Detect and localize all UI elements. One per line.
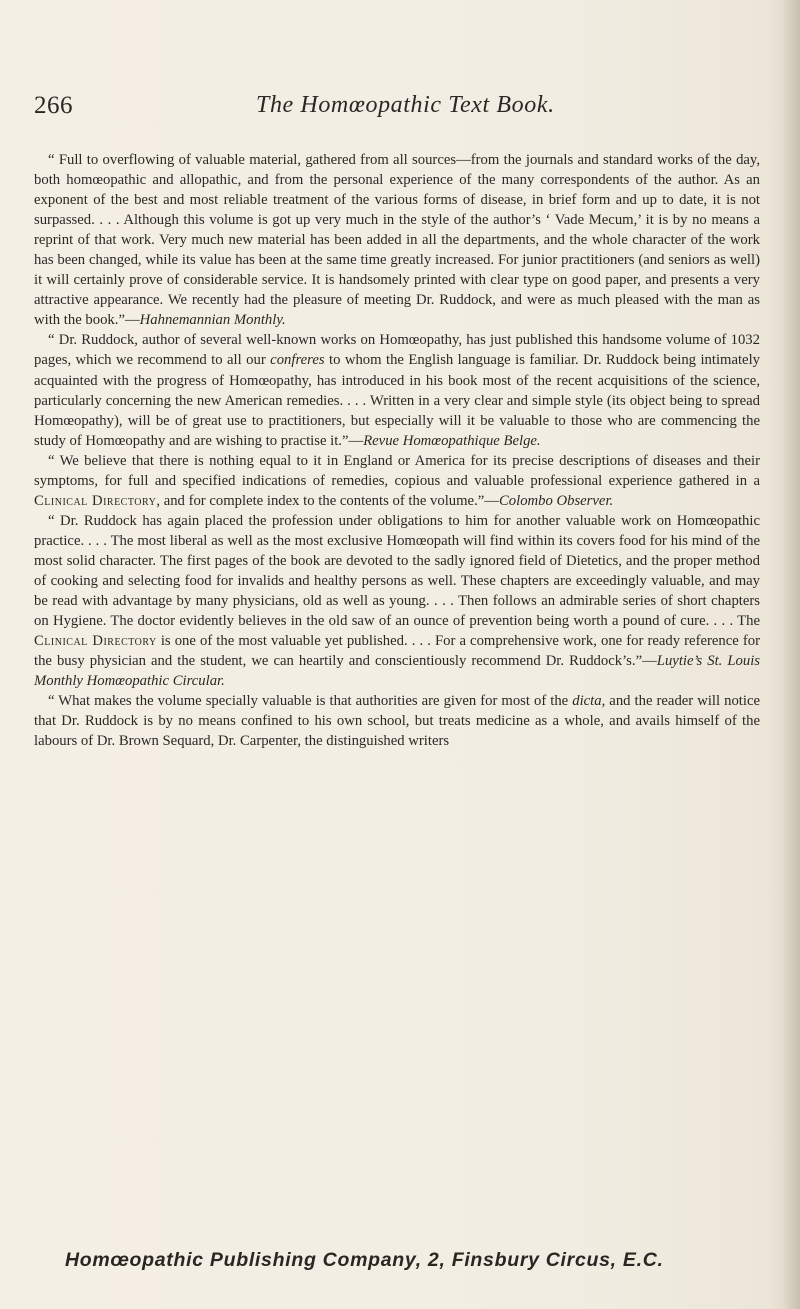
- review-extracts: [34, 150, 760, 751]
- review-text: is one of the most valuable yet published. . . . For a comprehensive work, one for ready reference for the busy physician and the student, we can heartily and conscientiously recommend Dr. Ruddock’s.”—: [34, 633, 760, 670]
- page-edge-shadow: [782, 0, 800, 1309]
- italic-term: confreres: [270, 352, 325, 369]
- review-source: Colombo Observer.: [498, 492, 614, 509]
- review-text: “ Full to overflowing of valuable material, gathered from all sources—from the journals and standard works of the day, both homœopathic and allopathic, and from the personal experience of the many correspondents of the author. As an exponent of the best and most reliable treatment of the various forms of disease, in brief form and up to date, it is not surpassed. . . . Although this volume is got up very much in the style of the author’s ‘ Vade Mecum,’ it is by no means a reprint of that work. Very much new material has been added in all the departments, and the whole character of the work has been changed, while its value has been at the same time greatly increased. For junior practitioners (and seniors as well) it will certainly prove of considerable service. It is handsomely printed with clear type on good paper, and presents a very attractive appearance. We recently had the pleasure of meeting Dr. Ruddock, and were as much pleased with the man as with the book.”—: [34, 152, 760, 329]
- publisher-footer: Homœopathic Publishing Company, 2, Finsbury Circus, E.C.: [65, 1249, 664, 1271]
- review-text: “ Dr. Ruddock, author of several well-known works on Homœopathy, has just published this handsome volume of 1032 pages, which we recommend to all our: [34, 332, 760, 369]
- review-text: , and for complete index to the contents of the volume.”—: [156, 492, 499, 509]
- page-header: [34, 92, 774, 132]
- review-text: “ Dr. Ruddock has again placed the profession under obligations to him for another valuable work on Homœopathic practice. . . . The most liberal as well as the most exclusive Homœopath will find within its covers food for his mind of the most solid character. The first pages of the book are devoted to the sadly ignored field of Dietetics, and the proper method of cooking and selecting food for invalids and healthy persons as well. These chapters are exceedingly valuable, and may be read with advantage by many physicians, old as well as young. . . . Then follows an admirable series of short chapters on Hygiene. The doctor evidently believes in the old saw of an ounce of prevention being worth a pound of cure. . . . The: [34, 512, 760, 630]
- clinical-directory-term: Clinical Directory: [34, 492, 157, 509]
- page-number: 266: [34, 92, 73, 119]
- review-text: to whom the English language is familiar. Dr. Ruddock being intimately acquainted with the progress of Homœopathy, has introduced in his book most of the recent acquisitions of the science, particularly concerning the new American remedies. . . . Written in a very clear and simple style (its object being to spread Homœopathy), will be of great use to practitioners, but especially will it be valuable to those who are commencing the study of Homœopathy and are wishing to practise it.”—: [34, 352, 760, 449]
- review-paragraph: [34, 511, 760, 691]
- review-text: “ What makes the volume specially valuable is that authorities are given for most of the: [48, 693, 573, 710]
- review-paragraph: [34, 451, 760, 511]
- review-source: Revue Homœopathique Belge.: [363, 432, 541, 449]
- review-source: Luytie’s St. Louis Monthly Homœopathic Circular.: [34, 653, 760, 690]
- review-paragraph: [34, 691, 760, 751]
- review-paragraph: [34, 330, 760, 450]
- review-text: “ We believe that there is nothing equal to it in England or America for its precise descriptions of diseases and their symptoms, for full and specified indications of remedies, copious and valuable professional experience gathered in a: [34, 452, 760, 489]
- clinical-directory-term: Clinical Directory: [34, 633, 157, 650]
- review-text: , and the reader will notice that Dr. Ruddock is by no means confined to his own school, but treats medicine as a whole, and avails himself of the labours of Dr. Brown Sequard, Dr. Carpenter, the distinguished writers: [34, 693, 760, 750]
- running-title: The Homœopathic Text Book.: [256, 92, 555, 118]
- review-source: Hahnemannian Monthly.: [139, 312, 286, 329]
- review-paragraph: [34, 150, 760, 330]
- italic-term: dicta: [572, 693, 602, 710]
